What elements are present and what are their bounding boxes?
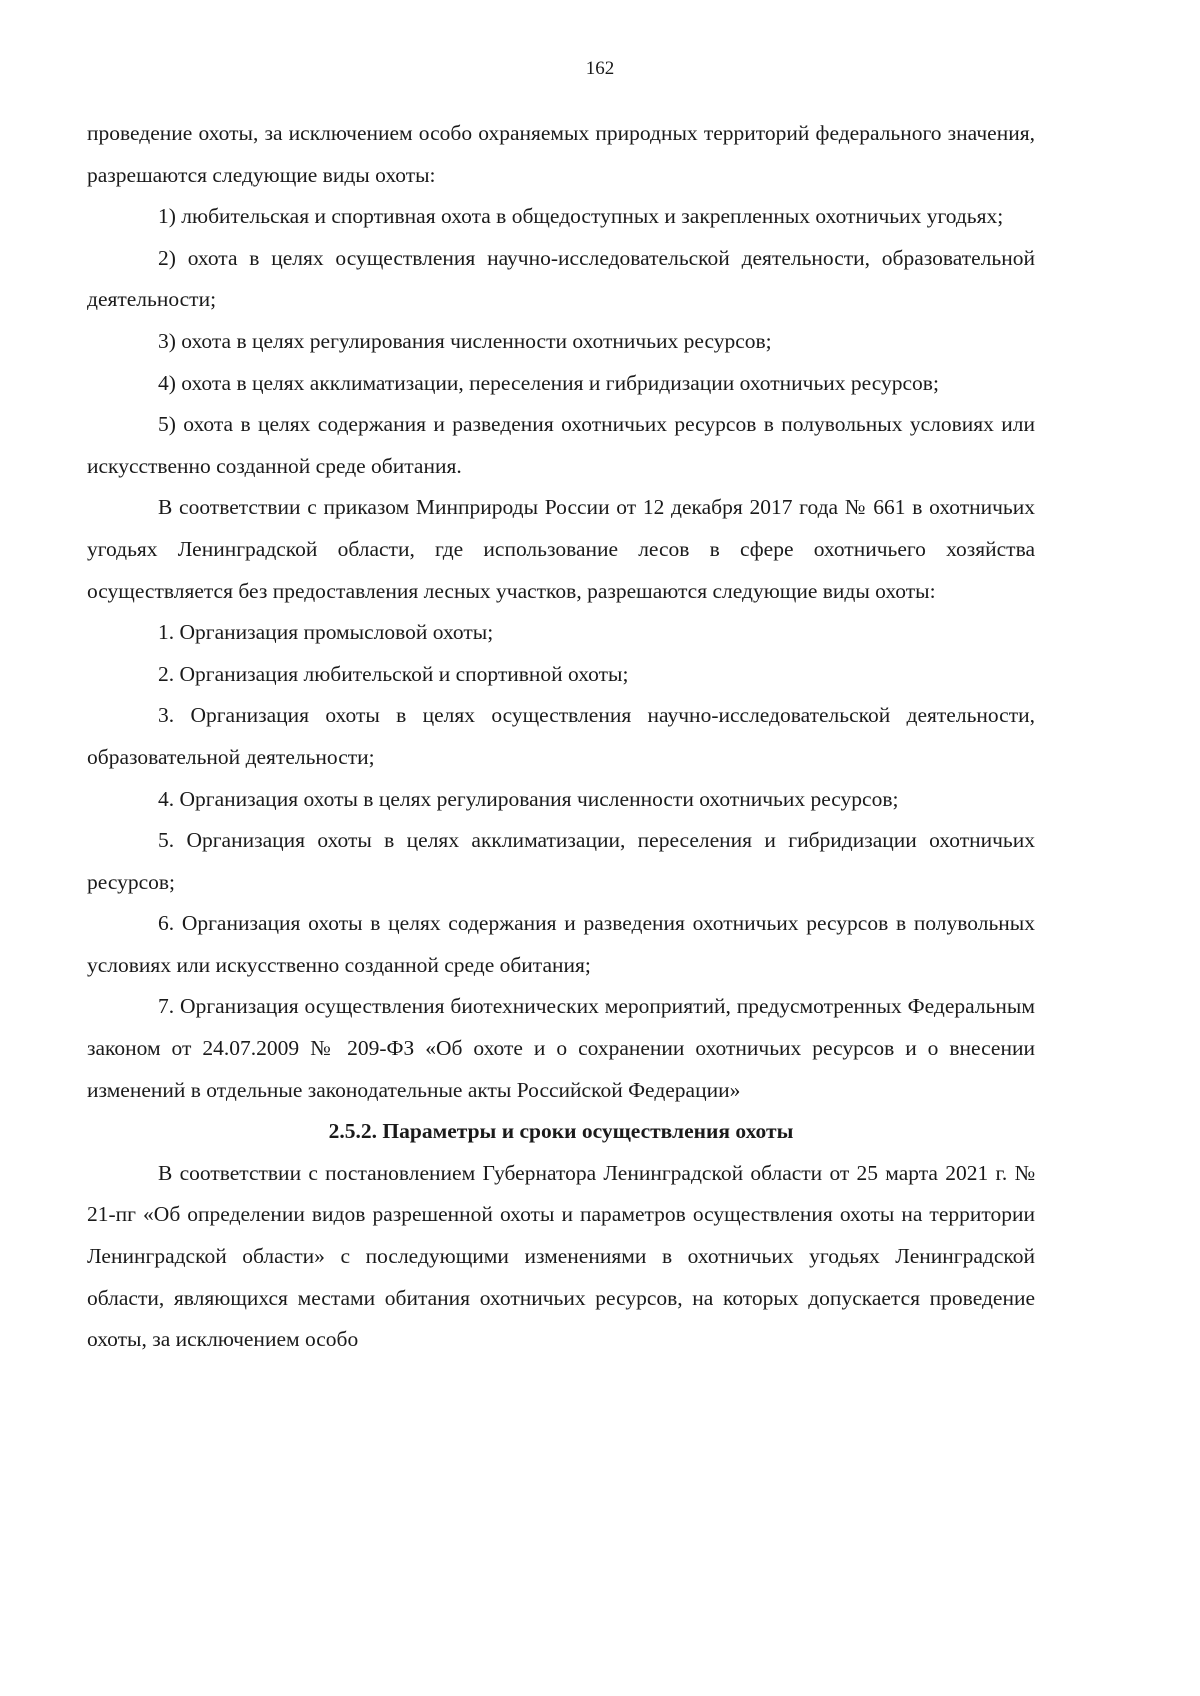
page-number: 162: [585, 58, 615, 79]
list-item: 1. Организация промысловой охоты;: [158, 620, 494, 645]
paragraph: В соответствии с приказом Минприроды России от 12 декабря 2017 года № 661 в охотничьих угодьях Ленинградской области, где использование лесов в сфере охотничьего хозяйства осуществляется без предоставления лесных участков, разрешаются следующие виды охоты:: [87, 495, 1035, 603]
paragraph: В соответствии с постановлением Губернатора Ленинградской области от 25 марта 2021 г. № 21-пг «Об определении видов разрешенной охоты и параметров осуществления охоты на территории Ленинградской области» с последующими изменениями в охотничьих угодьях Ленинградской области, являющихся местами обитания охотничьих ресурсов, на которых допускается проведение охоты, за исключением особо: [87, 1160, 1035, 1352]
list-item: 5. Организация охоты в целях акклиматизации, переселения и гибридизации охотничьих ресурсов;: [87, 828, 1035, 894]
page-content: [87, 113, 1035, 1361]
list-item: 7. Организация осуществления биотехнических мероприятий, предусмотренных Федеральным законом от 24.07.2009 № 209-ФЗ «Об охоте и о сохранении охотничьих ресурсов и о внесении изменений в отдельные законодательные акты Российской Федерации»: [87, 994, 1035, 1102]
list-item: 3) охота в целях регулирования численности охотничьих ресурсов;: [158, 328, 772, 353]
list-item: 2) охота в целях осуществления научно-исследовательской деятельности, образовательной деятельности;: [87, 245, 1035, 312]
list-item: 5) охота в целях содержания и разведения охотничьих ресурсов в полувольных условиях или искусственно созданной среде обитания.: [87, 412, 1035, 478]
section-heading: 2.5.2. Параметры и сроки осуществления охоты: [328, 1119, 794, 1144]
list-item: 6. Организация охоты в целях содержания и разведения охотничьих ресурсов в полувольных условиях или искусственно созданной среде обитания;: [87, 911, 1035, 977]
list-item: 4. Организация охоты в целях регулирования численности охотничьих ресурсов;: [158, 786, 899, 811]
paragraph: проведение охоты, за исключением особо охраняемых природных территорий федерального значения, разрешаются следующие виды охоты:: [87, 121, 1035, 187]
list-item: 1) любительская и спортивная охота в общедоступных и закрепленных охотничьих угодьях;: [158, 204, 1004, 229]
list-item: 4) охота в целях акклиматизации, переселения и гибридизации охотничьих ресурсов;: [158, 370, 939, 395]
list-item: 2. Организация любительской и спортивной охоты;: [158, 661, 629, 686]
list-item: 3. Организация охоты в целях осуществления научно-исследовательской деятельности, образовательной деятельности;: [87, 703, 1035, 769]
